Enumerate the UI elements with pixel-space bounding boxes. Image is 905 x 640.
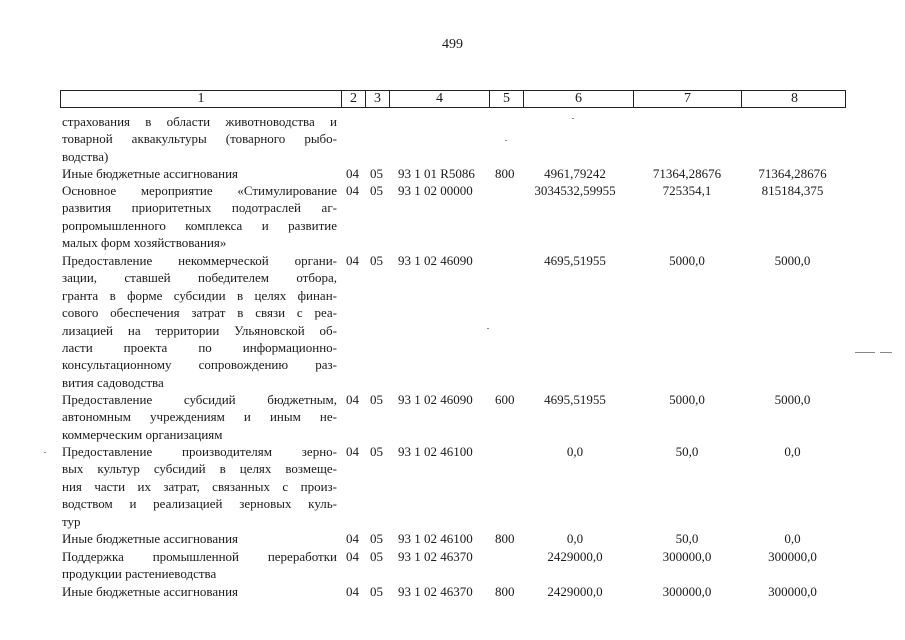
header-col-3: 3 xyxy=(365,91,389,107)
row-name-line: Предоставление некоммерческой органи- xyxy=(62,253,337,268)
row-name xyxy=(62,548,337,583)
row-name-line: развития приоритетных подотраслей аг- xyxy=(62,200,337,216)
cell-col-7: 50,0 xyxy=(675,531,699,546)
row-name-line: Иные бюджетные ассигнования xyxy=(62,531,239,546)
cell-col-3: 05 xyxy=(370,253,383,268)
cell-col-4: 93 1 02 46370 xyxy=(398,584,473,599)
cell-col-4: 93 1 02 46370 xyxy=(398,549,473,564)
row-name-line: страхования в области животноводства и xyxy=(62,114,337,129)
row-name xyxy=(62,530,337,547)
page-number: 499 xyxy=(442,37,463,52)
row-name-line: зации, ставшей победителем отбора, xyxy=(62,270,337,286)
row-name-line: Иные бюджетные ассигнования xyxy=(62,584,239,599)
row-name-line: ропромышленного комплекса и развитие xyxy=(62,217,337,233)
cell-col-6: 4961,79242 xyxy=(544,166,606,181)
row-name-line: ласти проекта по информационно- xyxy=(62,340,337,356)
cell-col-6: 0,0 xyxy=(566,444,584,459)
row-name-line: ния части их затрат, связанных с произ- xyxy=(62,478,337,494)
cell-col-2: 04 xyxy=(346,166,359,181)
cell-col-6: 2429000,0 xyxy=(547,584,603,599)
cell-col-7: 71364,28676 xyxy=(652,166,722,181)
cell-col-7: 50,0 xyxy=(675,444,699,459)
row-name-line: водством и реализацией зерновых куль- xyxy=(62,496,337,512)
header-col-6: 6 xyxy=(523,91,633,107)
header-col-2: 2 xyxy=(341,91,365,107)
cell-col-8: 5000,0 xyxy=(774,392,811,407)
cell-col-6: 4695,51955 xyxy=(544,253,606,268)
cell-col-2: 04 xyxy=(346,549,359,564)
row-name-line: коммерческим организациям xyxy=(62,426,223,442)
cell-col-7: 5000,0 xyxy=(669,392,705,407)
cell-col-2: 04 xyxy=(346,531,359,546)
row-name xyxy=(62,182,337,252)
row-name xyxy=(62,113,337,165)
row-name-line: Иные бюджетные ассигнования xyxy=(62,166,239,181)
cell-col-3: 05 xyxy=(370,392,383,407)
row-name-line: малых форм хозяйствования» xyxy=(62,235,227,251)
cell-col-6: 3034532,59955 xyxy=(534,183,616,198)
row-name-line: лизацией на территории Ульяновской об- xyxy=(62,322,337,338)
cell-col-3: 05 xyxy=(370,584,383,599)
cell-col-4: 93 1 01 R5086 xyxy=(398,166,475,181)
row-name-line: вых культур субсидий в целях возмеще- xyxy=(62,461,337,477)
row-name-line: гранта в форме субсидии в целях финан- xyxy=(62,287,337,303)
cell-col-2: 04 xyxy=(346,183,359,198)
row-name-line: Основное мероприятие «Стимулирование xyxy=(62,183,337,198)
cell-col-3: 05 xyxy=(370,166,383,181)
cell-col-4: 93 1 02 46100 xyxy=(398,531,473,546)
cell-col-8: 815184,375 xyxy=(761,183,824,198)
cell-col-4: 93 1 02 46100 xyxy=(398,444,473,459)
cell-col-3: 05 xyxy=(370,444,383,459)
cell-col-8: 300000,0 xyxy=(768,584,817,599)
cell-col-6: 0,0 xyxy=(566,531,584,546)
header-col-4: 4 xyxy=(389,91,489,107)
cell-col-5: 600 xyxy=(495,392,515,407)
row-name-line: консультационному сопровождению раз- xyxy=(62,357,337,373)
cell-col-3: 05 xyxy=(370,549,383,564)
cell-col-7: 300000,0 xyxy=(662,584,712,599)
cell-col-2: 04 xyxy=(346,584,359,599)
cell-col-4: 93 1 02 00000 xyxy=(398,183,473,198)
row-name-line: Поддержка промышленной переработки xyxy=(62,549,337,564)
row-name xyxy=(62,252,337,391)
row-name-line: Предоставление субсидий бюджетным, xyxy=(62,392,337,407)
cell-col-4: 93 1 02 46090 xyxy=(398,392,473,407)
cell-col-8: 0,0 xyxy=(784,444,801,459)
row-name xyxy=(62,391,337,443)
header-col-7: 7 xyxy=(633,91,741,107)
cell-col-5: 800 xyxy=(495,531,515,546)
cell-col-2: 04 xyxy=(346,444,359,459)
cell-col-3: 05 xyxy=(370,183,383,198)
cell-col-2: 04 xyxy=(346,253,359,268)
header-col-5: 5 xyxy=(489,91,523,107)
cell-col-8: 71364,28676 xyxy=(758,166,827,181)
cell-col-8: 0,0 xyxy=(784,531,801,546)
cell-col-5: 800 xyxy=(495,166,515,181)
row-name-line: сового обеспечения затрат в связи с реа- xyxy=(62,305,337,321)
cell-col-7: 725354,1 xyxy=(662,183,712,198)
cell-col-8: 300000,0 xyxy=(768,549,817,564)
header-col-8: 8 xyxy=(741,91,847,107)
row-name xyxy=(62,583,337,600)
header-col-1: 1 xyxy=(197,91,205,106)
cell-col-2: 04 xyxy=(346,392,359,407)
row-name xyxy=(62,443,337,530)
cell-col-6: 4695,51955 xyxy=(544,392,606,407)
row-name-line: Предоставление производителям зерно- xyxy=(62,444,337,459)
row-name-line: продукции растениеводства xyxy=(62,566,217,582)
cell-col-7: 300000,0 xyxy=(662,549,712,564)
row-name-line: вития садоводства xyxy=(62,374,164,390)
row-name xyxy=(62,165,337,182)
cell-col-5: 800 xyxy=(495,584,515,599)
cell-col-3: 05 xyxy=(370,531,383,546)
cell-col-8: 5000,0 xyxy=(774,253,811,268)
row-name-line: товарной аквакультуры (товарного рыбо- xyxy=(62,131,337,147)
cell-col-4: 93 1 02 46090 xyxy=(398,253,473,268)
cell-col-6: 2429000,0 xyxy=(547,549,603,564)
table-header xyxy=(60,90,846,108)
row-name-line: водства) xyxy=(62,148,109,164)
row-name-line: автономным учреждениям и иным не- xyxy=(62,409,337,425)
row-name-line: тур xyxy=(62,513,81,529)
cell-col-7: 5000,0 xyxy=(669,253,705,268)
